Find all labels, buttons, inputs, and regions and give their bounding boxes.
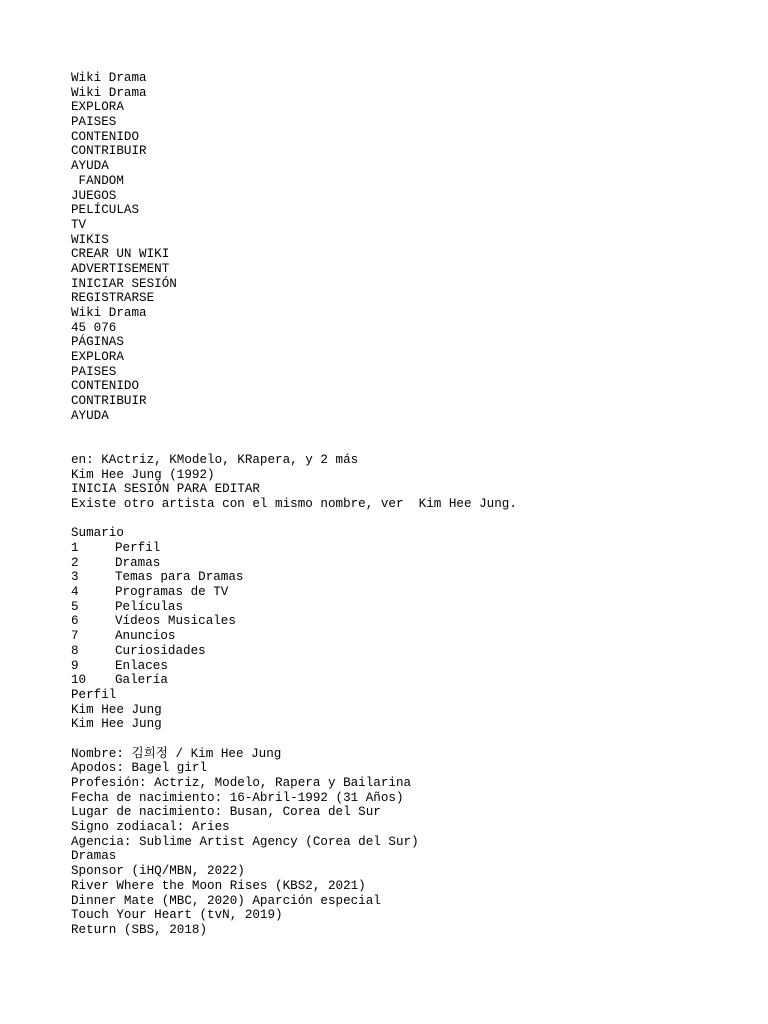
toc-item-label[interactable]: Vídeos Musicales bbox=[115, 614, 236, 629]
drama-list-item[interactable]: River Where the Moon Rises (KBS2, 2021) bbox=[71, 878, 366, 893]
toc-item-number: 8 bbox=[71, 643, 79, 658]
profile-field-profession: Profesión: Actriz, Modelo, Rapera y Bailarina bbox=[71, 776, 412, 791]
drama-list-item[interactable]: Return (SBS, 2018) bbox=[71, 922, 208, 937]
toc-item-number: 6 bbox=[71, 614, 79, 629]
profile-field-nickname: Apodos: Bagel girl bbox=[71, 761, 208, 776]
toc-title: Sumario bbox=[71, 526, 124, 541]
profile-field-name: Nombre: 김희정 / Kim Hee Jung bbox=[71, 746, 282, 761]
register-link[interactable]: REGISTRARSE bbox=[71, 291, 155, 306]
local-nav-contribuir[interactable]: CONTRIBUIR bbox=[71, 394, 147, 409]
toc-item-label[interactable]: Perfil bbox=[115, 541, 161, 556]
site-title[interactable]: Wiki Drama bbox=[71, 71, 147, 85]
page-title: Kim Hee Jung (1992) bbox=[71, 467, 215, 482]
toc-item[interactable] bbox=[71, 556, 768, 571]
nav-item-paises[interactable]: PAISES bbox=[71, 115, 117, 130]
section-heading-dramas: Dramas bbox=[71, 849, 117, 864]
advertisement-label: ADVERTISEMENT bbox=[71, 261, 170, 276]
fandom-label[interactable]: FANDOM bbox=[71, 173, 124, 188]
toc-item-label[interactable]: Dramas bbox=[115, 555, 161, 570]
drama-list-item[interactable]: Dinner Mate (MBC, 2020) Aparción especial bbox=[71, 893, 381, 908]
toc-item-number: 5 bbox=[71, 599, 79, 614]
document-page bbox=[71, 71, 768, 938]
toc-item-label[interactable]: Enlaces bbox=[115, 658, 168, 673]
nav-item-contenido[interactable]: CONTENIDO bbox=[71, 129, 140, 144]
toc-item-label[interactable]: Programas de TV bbox=[115, 585, 229, 600]
local-nav-paises[interactable]: PAISES bbox=[71, 364, 117, 379]
create-wiki-link[interactable]: CREAR UN WIKI bbox=[71, 247, 170, 262]
toc-item-number: 2 bbox=[71, 555, 79, 570]
fandom-item-wikis[interactable]: WIKIS bbox=[71, 232, 109, 247]
toc-item[interactable] bbox=[71, 585, 768, 600]
local-nav-ayuda[interactable]: AYUDA bbox=[71, 408, 109, 423]
spacer bbox=[71, 732, 768, 747]
drama-list-item[interactable]: Touch Your Heart (tvN, 2019) bbox=[71, 908, 283, 923]
nav-item-explora[interactable]: EXPLORA bbox=[71, 100, 124, 115]
section-heading-perfil: Perfil bbox=[71, 687, 117, 702]
site-navigation bbox=[71, 71, 768, 424]
local-nav-contenido[interactable]: CONTENIDO bbox=[71, 379, 140, 394]
toc-item-label[interactable]: Anuncios bbox=[115, 629, 176, 644]
article-header bbox=[71, 453, 768, 512]
spacer bbox=[71, 424, 768, 453]
profile-field-zodiac: Signo zodiacal: Aries bbox=[71, 820, 230, 835]
toc-item[interactable] bbox=[71, 644, 768, 659]
toc-item-number: 10 bbox=[71, 673, 87, 688]
profile-image-caption[interactable]: Kim Hee Jung bbox=[71, 702, 162, 717]
table-of-contents bbox=[71, 526, 768, 688]
toc-item-number: 3 bbox=[71, 570, 79, 585]
pages-label: PÁGINAS bbox=[71, 335, 124, 350]
page-count: 45 076 bbox=[71, 320, 117, 335]
spacer bbox=[71, 512, 768, 527]
toc-item-number: 7 bbox=[71, 629, 79, 644]
toc-item[interactable] bbox=[71, 629, 768, 644]
toc-item[interactable] bbox=[71, 600, 768, 615]
profile-field-agency[interactable]: Agencia: Sublime Artist Agency (Corea del Sur) bbox=[71, 834, 419, 849]
toc-item[interactable] bbox=[71, 659, 768, 674]
profile-image-caption-secondary: Kim Hee Jung bbox=[71, 717, 162, 732]
toc-item-number: 9 bbox=[71, 658, 79, 673]
site-title-secondary[interactable]: Wiki Drama bbox=[71, 85, 147, 100]
login-link[interactable]: INICIAR SESIÓN bbox=[71, 276, 177, 291]
profile-field-birthdate: Fecha de nacimiento: 16-Abril-1992 (31 Años) bbox=[71, 790, 404, 805]
toc-item-label[interactable]: Galería bbox=[115, 673, 168, 688]
toc-item[interactable] bbox=[71, 673, 768, 688]
nav-item-ayuda[interactable]: AYUDA bbox=[71, 159, 109, 174]
toc-item-label[interactable]: Temas para Dramas bbox=[115, 570, 244, 585]
fandom-item-peliculas[interactable]: PELÍCULAS bbox=[71, 203, 140, 218]
toc-item-label[interactable]: Películas bbox=[115, 599, 184, 614]
toc-item[interactable] bbox=[71, 570, 768, 585]
toc-item-number: 4 bbox=[71, 585, 79, 600]
toc-item-label[interactable]: Curiosidades bbox=[115, 643, 206, 658]
nav-item-contribuir[interactable]: CONTRIBUIR bbox=[71, 144, 147, 159]
disambiguation-note[interactable]: Existe otro artista con el mismo nombre, ver Kim Hee Jung. bbox=[71, 496, 517, 511]
edit-login-button[interactable]: INICIA SESIÓN PARA EDITAR bbox=[71, 482, 260, 497]
profile-field-birthplace: Lugar de nacimiento: Busan, Corea del Sur bbox=[71, 805, 381, 820]
dramas-section bbox=[71, 849, 768, 937]
wiki-name[interactable]: Wiki Drama bbox=[71, 306, 147, 320]
toc-item-number: 1 bbox=[71, 541, 79, 556]
toc-item[interactable] bbox=[71, 614, 768, 629]
category-list[interactable]: en: KActriz, KModelo, KRapera, y 2 más bbox=[71, 452, 359, 467]
profile-section bbox=[71, 688, 768, 850]
drama-list-item[interactable]: Sponsor (iHQ/MBN, 2022) bbox=[71, 864, 245, 879]
local-nav-explora[interactable]: EXPLORA bbox=[71, 350, 124, 365]
fandom-item-juegos[interactable]: JUEGOS bbox=[71, 188, 117, 203]
fandom-item-tv[interactable]: TV bbox=[71, 217, 87, 232]
toc-item[interactable] bbox=[71, 541, 768, 556]
